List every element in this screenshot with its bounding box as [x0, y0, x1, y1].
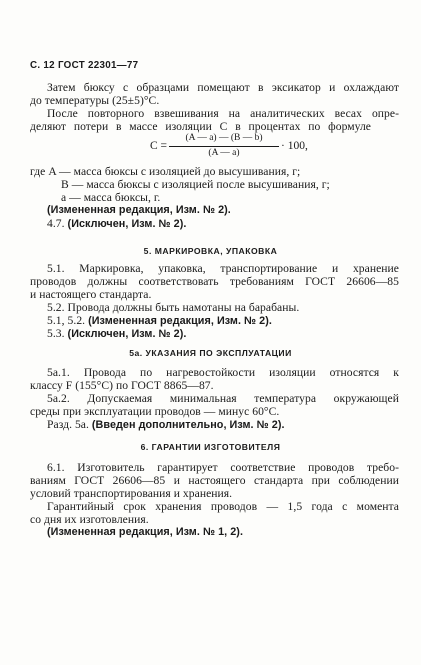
paragraph-line: 5.1. Маркировка, упаковка, транспортирование и хранение: [47, 262, 399, 275]
formula-fraction: [169, 133, 279, 161]
item-4-7-note: (Исключен, Изм. № 2).: [67, 218, 187, 230]
paragraph-line: проводов должны соответствовать требованиям ГОСТ 26606—85: [30, 275, 399, 288]
item-5-3-number: 5.3.: [47, 327, 65, 340]
definition-line: a — масса бюксы, г.: [61, 191, 161, 204]
paragraph-line: ваниям ГОСТ 26606—85 и настоящего стандарта при соблюдении: [30, 474, 399, 487]
paragraph-line: Затем бюксу с образцами помещают в эксикатор и охлаждают: [47, 81, 399, 94]
paragraph-line: классу F (155°С) по ГОСТ 8865—87.: [30, 379, 214, 392]
definition-line: B — масса бюксы с изоляцией после высушивания, г;: [61, 178, 330, 191]
paragraph-line: до температуры (25±5)°С.: [30, 94, 160, 107]
formula-lhs: С =: [150, 140, 168, 152]
paragraph-line: Гарантийный срок хранения проводов — 1,5 года с момента: [47, 500, 399, 513]
edit-note: (Введен дополнительно, Изм. № 2).: [91, 419, 285, 431]
paragraph-line: 5а.2. Допускаемая минимальная температура окружающей: [47, 392, 399, 405]
item-number: [47, 217, 186, 231]
edit-note: (Измененная редакция, Изм. № 1, 2).: [47, 526, 243, 538]
page-header: С. 12 ГОСТ 22301—77: [30, 60, 139, 71]
paragraph-line: и настоящего стандарта.: [30, 288, 152, 301]
edit-note-line: [47, 314, 272, 328]
paragraph-line: деляют потери в массе изоляции С в процентах по формуле: [30, 120, 371, 133]
paragraph-line: условий транспортирования и хранения.: [30, 487, 233, 500]
section-5a-prefix: Разд. 5а.: [47, 418, 89, 431]
edit-note-line: [47, 418, 285, 432]
paragraph-line: 5.2. Провода должны быть намотаны на барабаны.: [47, 301, 300, 314]
edit-note: (Измененная редакция, Изм. № 2).: [88, 315, 272, 327]
definition-line: где A — масса бюксы с изоляцией до высушивания, г;: [30, 165, 301, 178]
edit-note: (Исключен, Изм. № 2).: [67, 328, 187, 340]
paragraph-line: со дня их изготовления.: [30, 513, 149, 526]
edit-note-line: [47, 327, 186, 341]
paragraph-line: среды при эксплуатации проводов — минус 60°С.: [30, 405, 280, 418]
fraction-bar: [169, 146, 279, 147]
formula-denominator: (A — a): [208, 148, 240, 158]
edit-note: (Измененная редакция, Изм. № 2).: [47, 204, 231, 216]
section-heading: 5а. УКАЗАНИЯ ПО ЭКСПЛУАТАЦИИ: [129, 348, 292, 358]
section-heading: 6. ГАРАНТИИ ИЗГОТОВИТЕЛЯ: [140, 442, 281, 452]
formula-multiplier: · 100,: [281, 140, 308, 152]
paragraph-line: После повторного взвешивания на аналитических весах опре-: [47, 107, 399, 120]
items-5-1-5-2-number: 5.1, 5.2.: [47, 314, 86, 327]
formula-numerator: (A — a) — (B — b): [185, 133, 263, 143]
section-heading: 5. МАРКИРОВКА, УПАКОВКА: [143, 246, 278, 256]
paragraph-line: 5а.1. Провода по нагревостойкости изоляции относятся к: [47, 366, 399, 379]
paragraph-line: 6.1. Изготовитель гарантирует соответствие проводов требо-: [47, 461, 399, 474]
item-4-7-number: 4.7.: [47, 217, 65, 230]
